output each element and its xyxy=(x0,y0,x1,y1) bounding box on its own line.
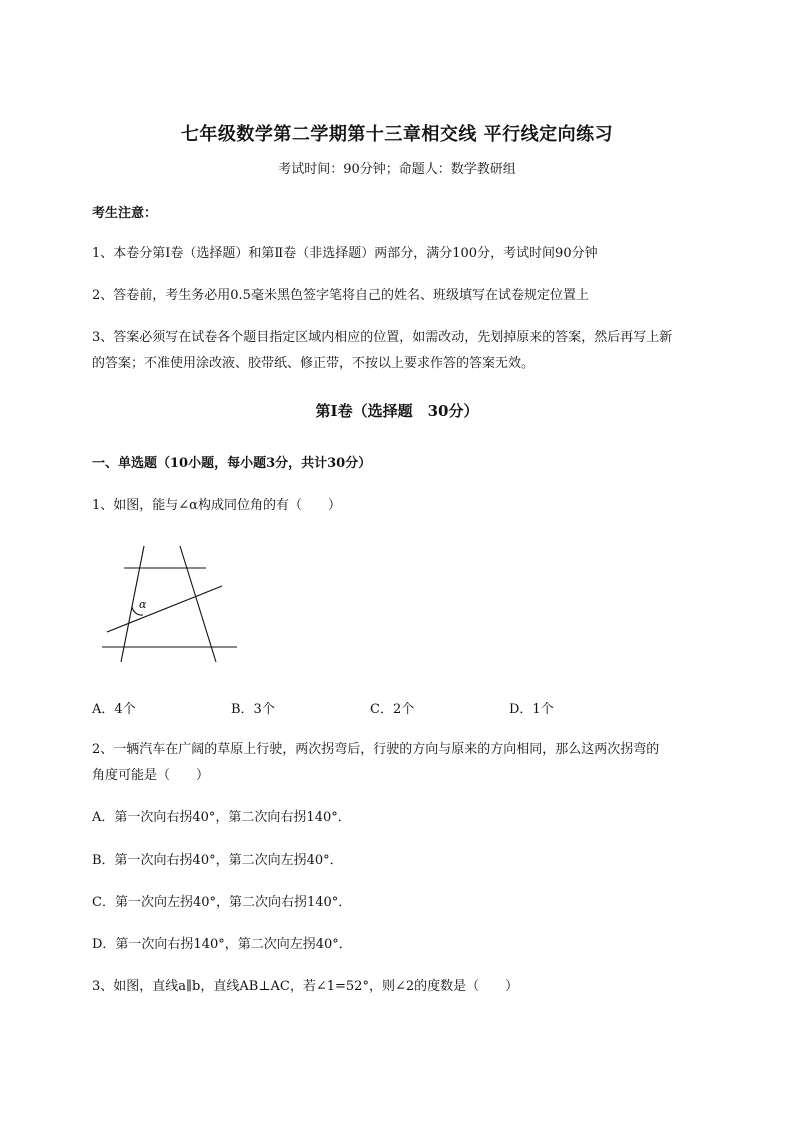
notes-heading: 考生注意： xyxy=(92,206,158,221)
section-title: 第I卷（选择题 30分） xyxy=(315,402,479,420)
q2-option-b: B．第一次向右拐40°，第二次向左拐40°． xyxy=(92,853,343,868)
question-2-text: 2、一辆汽车在广阔的草原上行驶，两次拐弯后，行驶的方向与原来的方向相同，那么这两次拐弯的 xyxy=(92,742,660,757)
q2-option-c: C．第一次向左拐40°，第二次向右拐140°． xyxy=(92,895,352,910)
exam-info: 考试时间：90分钟；命题人：数学教研组 xyxy=(278,162,516,177)
right-transversal-line xyxy=(180,546,216,662)
note-item-2: 2、答卷前，考生务必用0.5毫米黑色签字笔将自己的姓名、班级填写在试卷规定位置上 xyxy=(92,288,589,303)
q1-option-b: B．3个 xyxy=(231,702,275,717)
q1-option-c: C．2个 xyxy=(370,702,415,717)
note-item-3-cont: 的答案；不准使用涂改液、胶带纸、修正带，不按以上要求作答的答案无效。 xyxy=(92,356,535,371)
question-1-figure xyxy=(98,540,243,666)
q2-option-d: D．第一次向右拐140°，第二次向左拐40°． xyxy=(92,937,352,952)
question-3-text: 3、如图，直线a∥b，直线AB⊥AC，若∠1=52°，则∠2的度数是（ ） xyxy=(92,979,519,994)
note-item-3: 3、答案必须写在试卷各个题目指定区域内相应的位置，如需改动，先划掉原来的答案，然后再写上新 xyxy=(92,330,673,345)
part-heading: 一、单选题（10小题，每小题3分，共计30分） xyxy=(92,456,372,471)
q1-option-a: A．4个 xyxy=(92,702,136,717)
q1-option-d: D．1个 xyxy=(509,702,554,717)
page-title: 七年级数学第二学期第十三章相交线 平行线定向练习 xyxy=(180,124,614,145)
question-1-text: 1、如图，能与∠α构成同位角的有（ ） xyxy=(92,498,341,513)
q2-option-a: A．第一次向右拐40°，第二次向右拐140°． xyxy=(92,810,351,825)
question-2-text-cont: 角度可能是（ ） xyxy=(92,768,210,783)
note-item-1: 1、本卷分第I卷（选择题）和第Ⅱ卷（非选择题）两部分，满分100分，考试时间90分钟 xyxy=(92,246,598,261)
angle-alpha-label: α xyxy=(139,598,147,611)
